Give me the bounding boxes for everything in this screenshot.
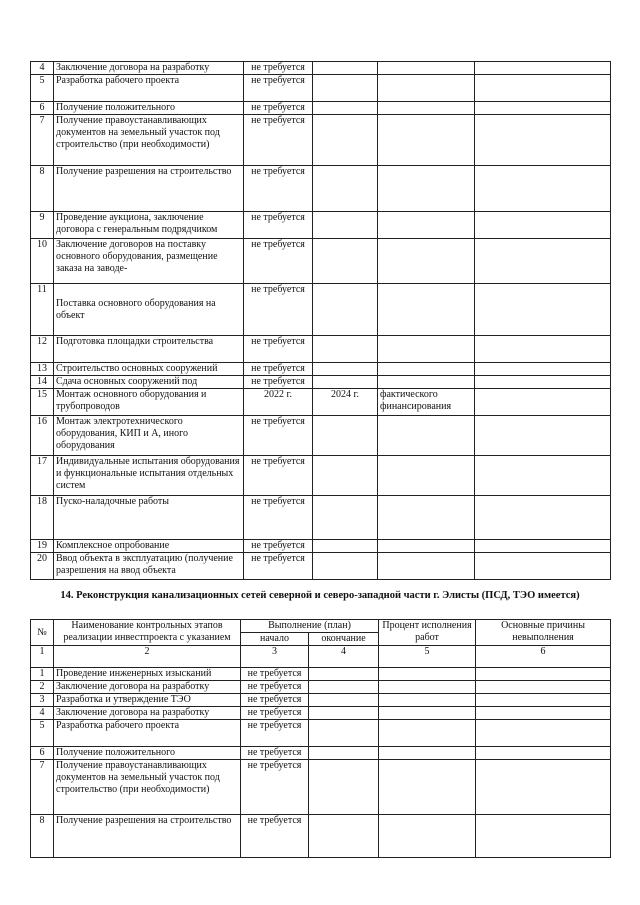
plan-start: не требуется bbox=[244, 553, 313, 580]
reason bbox=[475, 75, 611, 102]
stage-name: Получение правоустанавливающих документов на земельный участок под строительство (при необходимости) bbox=[54, 760, 241, 815]
percent bbox=[378, 376, 475, 389]
row-number: 5 bbox=[31, 720, 54, 747]
percent bbox=[378, 416, 475, 456]
plan-start: не требуется bbox=[241, 681, 309, 694]
stage-name: Проведение аукциона, заключение договора с генеральным подрядчиком bbox=[54, 212, 244, 239]
row-number: 17 bbox=[31, 456, 54, 496]
percent bbox=[378, 239, 475, 284]
percent bbox=[379, 720, 476, 747]
plan-end bbox=[313, 212, 378, 239]
plan-start: не требуется bbox=[244, 336, 313, 363]
investment-stages-table-continued bbox=[30, 61, 611, 580]
reason bbox=[475, 115, 611, 166]
table-row bbox=[31, 166, 611, 212]
row-number: 16 bbox=[31, 416, 54, 456]
percent bbox=[379, 668, 476, 681]
row-number: 3 bbox=[31, 694, 54, 707]
plan-end bbox=[309, 668, 379, 681]
table-row bbox=[31, 102, 611, 115]
stage-name: Заключение договоров на поставку основного оборудования, размещение заказа на заводе- bbox=[54, 239, 244, 284]
investment-stages-table bbox=[30, 619, 611, 858]
stage-name: Монтаж основного оборудования и трубопроводов bbox=[54, 389, 244, 416]
percent: фактического финансирования bbox=[378, 389, 475, 416]
plan-start: не требуется bbox=[244, 416, 313, 456]
plan-start: не требуется bbox=[244, 75, 313, 102]
reason bbox=[475, 336, 611, 363]
reason bbox=[475, 102, 611, 115]
reason bbox=[476, 694, 611, 707]
stage-name: Получение разрешения на строительство bbox=[54, 166, 244, 212]
percent bbox=[379, 707, 476, 720]
reason bbox=[475, 166, 611, 212]
plan-end bbox=[313, 336, 378, 363]
table-row bbox=[31, 760, 611, 815]
reason bbox=[475, 376, 611, 389]
plan-start: не требуется bbox=[244, 239, 313, 284]
plan-end bbox=[313, 496, 378, 540]
table-row bbox=[31, 720, 611, 747]
plan-start: не требуется bbox=[244, 456, 313, 496]
plan-end bbox=[309, 707, 379, 720]
percent bbox=[378, 102, 475, 115]
reason bbox=[476, 720, 611, 747]
stage-name: Проведение инженерных изысканий bbox=[54, 668, 241, 681]
table-row bbox=[31, 747, 611, 760]
plan-end bbox=[313, 75, 378, 102]
row-number: 19 bbox=[31, 540, 54, 553]
column-number: 4 bbox=[309, 646, 379, 668]
percent bbox=[379, 747, 476, 760]
plan-start: не требуется bbox=[244, 540, 313, 553]
stage-name: Заключение договора на разработку bbox=[54, 681, 241, 694]
percent bbox=[378, 75, 475, 102]
row-number: 14 bbox=[31, 376, 54, 389]
reason bbox=[475, 416, 611, 456]
reason bbox=[476, 681, 611, 694]
column-number: 2 bbox=[54, 646, 241, 668]
plan-end bbox=[313, 166, 378, 212]
plan-end bbox=[313, 416, 378, 456]
plan-start: не требуется bbox=[241, 694, 309, 707]
row-number: 4 bbox=[31, 62, 54, 75]
stage-name: Поставка основного оборудования на объект bbox=[54, 284, 244, 336]
table-row bbox=[31, 212, 611, 239]
stage-name: Сдача основных сооружений под bbox=[54, 376, 244, 389]
plan-start: не требуется bbox=[241, 747, 309, 760]
reason bbox=[476, 707, 611, 720]
plan-start: не требуется bbox=[244, 496, 313, 540]
table-row bbox=[31, 75, 611, 102]
row-number: 5 bbox=[31, 75, 54, 102]
plan-end bbox=[309, 681, 379, 694]
plan-end bbox=[313, 376, 378, 389]
stage-name: Получение разрешения на строительство bbox=[54, 815, 241, 858]
reason bbox=[475, 62, 611, 75]
percent bbox=[378, 456, 475, 496]
stage-name: Строительство основных сооружений bbox=[54, 363, 244, 376]
table-row bbox=[31, 284, 611, 336]
table-header-row bbox=[31, 620, 611, 633]
table-row bbox=[31, 496, 611, 540]
stage-name: Индивидуальные испытания оборудования и функциональные испытания отдельных систем bbox=[54, 456, 244, 496]
reason bbox=[475, 212, 611, 239]
stage-name: Пуско-наладочные работы bbox=[54, 496, 244, 540]
plan-end bbox=[309, 747, 379, 760]
percent bbox=[378, 166, 475, 212]
plan-start: 2022 г. bbox=[244, 389, 313, 416]
column-number: 3 bbox=[241, 646, 309, 668]
table-row bbox=[31, 239, 611, 284]
plan-end bbox=[313, 553, 378, 580]
reason bbox=[475, 456, 611, 496]
reason bbox=[476, 815, 611, 858]
reason bbox=[475, 239, 611, 284]
table-row bbox=[31, 336, 611, 363]
plan-end: 2024 г. bbox=[313, 389, 378, 416]
table-row bbox=[31, 416, 611, 456]
reason bbox=[475, 284, 611, 336]
reason bbox=[475, 496, 611, 540]
percent bbox=[378, 284, 475, 336]
plan-end bbox=[309, 760, 379, 815]
percent bbox=[378, 336, 475, 363]
row-number: 8 bbox=[31, 815, 54, 858]
stage-name: Получение положительного bbox=[54, 747, 241, 760]
percent bbox=[378, 496, 475, 540]
percent bbox=[379, 681, 476, 694]
row-number: 18 bbox=[31, 496, 54, 540]
plan-end bbox=[313, 62, 378, 75]
column-number: 1 bbox=[31, 646, 54, 668]
plan-start: не требуется bbox=[244, 363, 313, 376]
row-number: 12 bbox=[31, 336, 54, 363]
percent bbox=[378, 62, 475, 75]
header-name: Наименование контрольных этапов реализации инвестпроекта с указанием bbox=[54, 620, 241, 646]
row-number: 7 bbox=[31, 760, 54, 815]
header-start: начало bbox=[241, 633, 309, 646]
plan-start: не требуется bbox=[244, 102, 313, 115]
table-row bbox=[31, 115, 611, 166]
header-end: окончание bbox=[309, 633, 379, 646]
percent bbox=[378, 363, 475, 376]
plan-end bbox=[313, 540, 378, 553]
plan-start: не требуется bbox=[244, 62, 313, 75]
percent bbox=[379, 694, 476, 707]
row-number: 4 bbox=[31, 707, 54, 720]
stage-name: Разработка и утверждение ТЭО bbox=[54, 694, 241, 707]
stage-name: Разработка рабочего проекта bbox=[54, 75, 244, 102]
table-row bbox=[31, 668, 611, 681]
plan-end bbox=[313, 102, 378, 115]
stage-name: Монтаж электротехнического оборудования, КИП и А, иного оборудования bbox=[54, 416, 244, 456]
header-reason: Основные причины невыполнения bbox=[476, 620, 611, 646]
reason bbox=[475, 540, 611, 553]
reason bbox=[475, 363, 611, 376]
plan-start: не требуется bbox=[244, 284, 313, 336]
table-row bbox=[31, 815, 611, 858]
stage-name: Подготовка площадки строительства bbox=[54, 336, 244, 363]
plan-start: не требуется bbox=[241, 720, 309, 747]
row-number: 10 bbox=[31, 239, 54, 284]
plan-start: не требуется bbox=[244, 212, 313, 239]
percent bbox=[378, 553, 475, 580]
row-number: 8 bbox=[31, 166, 54, 212]
plan-start: не требуется bbox=[244, 166, 313, 212]
plan-end bbox=[313, 363, 378, 376]
column-number: 5 bbox=[379, 646, 476, 668]
row-number: 9 bbox=[31, 212, 54, 239]
stage-name: Разработка рабочего проекта bbox=[54, 720, 241, 747]
row-number: 7 bbox=[31, 115, 54, 166]
row-number: 13 bbox=[31, 363, 54, 376]
percent bbox=[378, 115, 475, 166]
stage-name: Ввод объекта в эксплуатацию (получение разрешения на ввод объекта bbox=[54, 553, 244, 580]
column-number-row bbox=[31, 646, 611, 668]
row-number: 2 bbox=[31, 681, 54, 694]
section-heading: 14. Реконструкция канализационных сетей северной и северо-западной части г. Элисты (ПСД, ТЭО имеется) bbox=[60, 590, 580, 601]
row-number: 15 bbox=[31, 389, 54, 416]
plan-start: не требуется bbox=[241, 707, 309, 720]
plan-start: не требуется bbox=[241, 760, 309, 815]
plan-end bbox=[309, 720, 379, 747]
percent bbox=[378, 212, 475, 239]
row-number: 20 bbox=[31, 553, 54, 580]
table-row bbox=[31, 681, 611, 694]
plan-start: не требуется bbox=[241, 815, 309, 858]
table-row bbox=[31, 389, 611, 416]
row-number: 6 bbox=[31, 747, 54, 760]
table-row bbox=[31, 553, 611, 580]
stage-name: Получение положительного bbox=[54, 102, 244, 115]
row-number: 6 bbox=[31, 102, 54, 115]
reason bbox=[475, 389, 611, 416]
reason bbox=[476, 760, 611, 815]
table-row bbox=[31, 694, 611, 707]
percent bbox=[378, 540, 475, 553]
plan-end bbox=[313, 239, 378, 284]
percent bbox=[379, 760, 476, 815]
stage-name: Комплексное опробование bbox=[54, 540, 244, 553]
plan-start: не требуется bbox=[244, 376, 313, 389]
header-num: № bbox=[31, 620, 54, 646]
plan-end bbox=[313, 456, 378, 496]
row-number: 1 bbox=[31, 668, 54, 681]
reason bbox=[476, 747, 611, 760]
stage-name: Получение правоустанавливающих документов на земельный участок под строительство (при необходимости) bbox=[54, 115, 244, 166]
table-row bbox=[31, 376, 611, 389]
header-plan: Выполнение (план) bbox=[241, 620, 379, 633]
plan-end bbox=[309, 694, 379, 707]
column-number: 6 bbox=[476, 646, 611, 668]
table-row bbox=[31, 363, 611, 376]
reason bbox=[476, 668, 611, 681]
table-row bbox=[31, 456, 611, 496]
plan-end bbox=[313, 284, 378, 336]
plan-end bbox=[309, 815, 379, 858]
plan-start: не требуется bbox=[244, 115, 313, 166]
plan-start: не требуется bbox=[241, 668, 309, 681]
reason bbox=[475, 553, 611, 580]
plan-end bbox=[313, 115, 378, 166]
percent bbox=[379, 815, 476, 858]
row-number: 11 bbox=[31, 284, 54, 336]
table-row bbox=[31, 540, 611, 553]
table-row bbox=[31, 707, 611, 720]
stage-name: Заключение договора на разработку bbox=[54, 707, 241, 720]
header-percent: Процент исполнения работ bbox=[379, 620, 476, 646]
table-row bbox=[31, 62, 611, 75]
stage-name: Заключение договора на разработку bbox=[54, 62, 244, 75]
